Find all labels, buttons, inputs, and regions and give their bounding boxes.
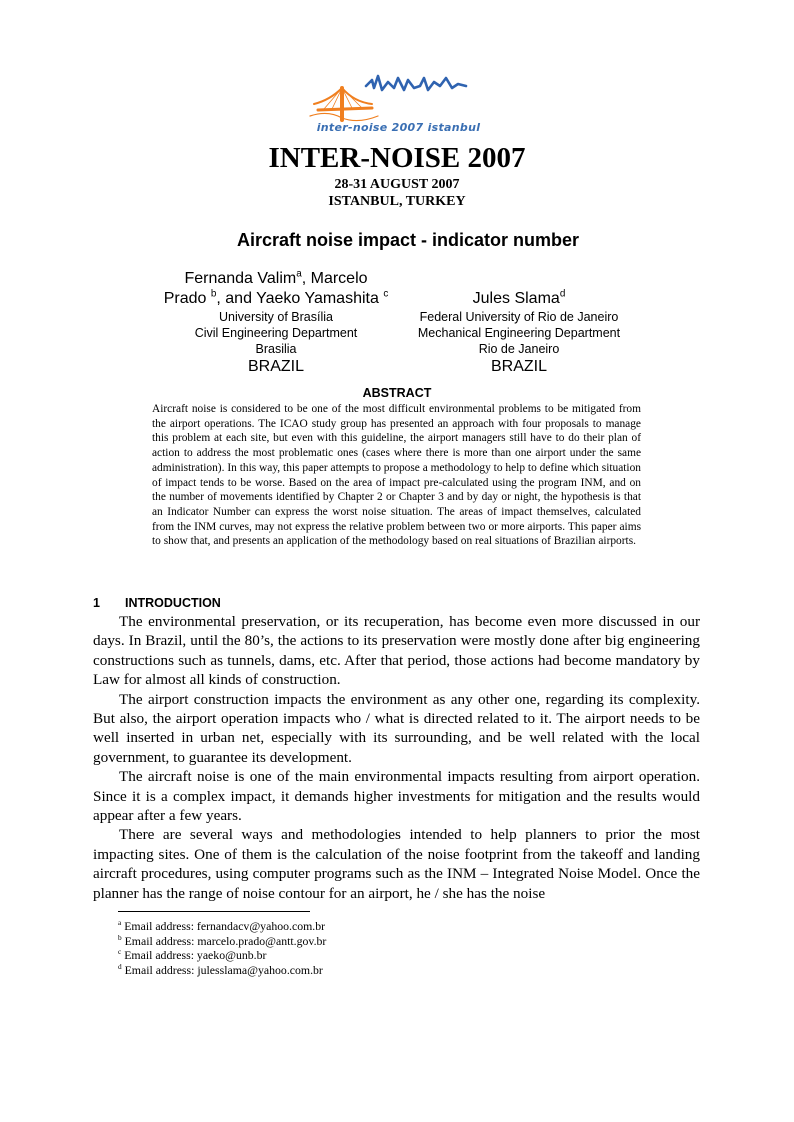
section-number: 1 — [93, 596, 100, 610]
footnote-text: Email address: marcelo.prado@antt.gov.br — [121, 933, 327, 948]
footnote-separator — [118, 911, 310, 912]
affiliation-country: BRAZIL — [247, 358, 304, 375]
section-body — [93, 612, 700, 903]
abstract-heading: ABSTRACT — [362, 386, 432, 400]
author-mark: d — [559, 288, 566, 300]
affiliation-university: Federal University of Rio de Janeiro — [419, 310, 619, 324]
author-names-line-1 — [150, 269, 402, 289]
abstract-text: Aircraft noise is considered to be one of the most difficult environmental problems to be mitigated from the airport operations. The ICAO study group has presented an approach with four proposals to manage this problem at each site, but even with this guideline, the airport managers still have to do their plan of action to address the most problematic ones (cases where there is more than one airport under the same administration). In this way, this paper attempts to propose a methodology to help to define which situation of impact tends to be worse. Based on the area of impact pre-calculated using the program INM, and on the number of movements identified by Chapter 2 or Chapter 3 and by day or night, the hypothesis is that an Indicator Number can express the worst noise situation. The areas of impact themselves, calculated from the INM curves, may not express the relative problem between two or more airports. This paper aims to show that, and presents an application of the methodology based on real situations of Brazilian airports. — [152, 403, 641, 548]
footnote — [118, 934, 326, 949]
affiliation-university: University of Brasília — [219, 310, 333, 324]
author-block-left — [150, 269, 402, 376]
conference-title: INTER-NOISE 2007 — [268, 142, 526, 174]
author-block-right — [398, 289, 640, 376]
author-mark: b — [210, 288, 217, 300]
author-names-line-2 — [150, 289, 402, 309]
affiliation-city: Rio de Janeiro — [478, 342, 560, 356]
logo-caption: inter-noise 2007 istanbul — [316, 121, 481, 134]
author-name: Fernanda Valim — [184, 270, 297, 287]
footnote-mark: b — [118, 932, 122, 942]
body-paragraph: There are several ways and methodologies intended to help planners to prior the most impacting sites. One of them is the calculation of the noise footprint from the takeoff and landing aircraft procedures, using computer programs such as the INM – Integrated Noise Model. Once the planner has the range of noise contour for an airport, he / she has the noise — [93, 826, 700, 902]
wave-graphic — [366, 76, 466, 90]
footnote-text: Email address: fernandacv@yahoo.com.br — [121, 919, 326, 933]
footnote-text: Email address: yaeko@unb.br — [121, 948, 267, 962]
affiliation-city: Brasilia — [255, 342, 297, 356]
author-mark: c — [383, 288, 389, 300]
affiliation-country: BRAZIL — [490, 358, 547, 375]
conference-location: ISTANBUL, TURKEY — [328, 194, 466, 209]
section-title: INTRODUCTION — [125, 596, 221, 610]
footnote — [118, 919, 326, 934]
affiliation-department: Mechanical Engineering Department — [417, 326, 621, 340]
body-paragraph: The aircraft noise is one of the main environmental impacts resulting from airport operation. Since it is a complex impact, it demands higher investments for mitigation and the results would appear after a few years. — [93, 768, 700, 825]
section-heading — [93, 596, 221, 610]
author-name-line — [398, 289, 640, 309]
body-paragraph: The airport construction impacts the environment as any other one, regarding its complexity. But also, the airport operation impacts who / what is directed related to it. The airport needs to be well inserted in urban net, especially with its surrounding, and be well related with the local government, to guarantee its development. — [93, 690, 700, 766]
footnote-mark: d — [118, 961, 122, 971]
footnotes — [118, 919, 326, 977]
conference-dates: 28-31 AUGUST 2007 — [334, 177, 460, 192]
footnote — [118, 963, 326, 978]
footnote-mark: a — [118, 918, 122, 928]
author-name: Jules Slama — [472, 290, 560, 307]
author-name: Prado — [163, 290, 211, 307]
footnote-mark: c — [118, 947, 122, 957]
affiliation-department: Civil Engineering Department — [194, 326, 358, 340]
author-name: , Marcelo — [301, 270, 368, 287]
author-name: , and Yaeko Yamashita — [216, 290, 384, 307]
paper-title: Aircraft noise impact - indicator number — [236, 230, 580, 250]
author-mark: a — [296, 268, 302, 280]
bridge-graphic — [310, 88, 378, 121]
body-paragraph: The environmental preservation, or its recuperation, has become even more discussed in our days. In Brazil, until the 80’s, the actions to its preservation were mostly done after big engineering constructions such as tunnels, dams, etc. After that period, those actions had become mandatory by Law for almost all kinds of construction. — [93, 613, 700, 689]
footnote-text: Email address: julesslama@yahoo.com.br — [121, 962, 323, 977]
footnote — [118, 948, 326, 963]
